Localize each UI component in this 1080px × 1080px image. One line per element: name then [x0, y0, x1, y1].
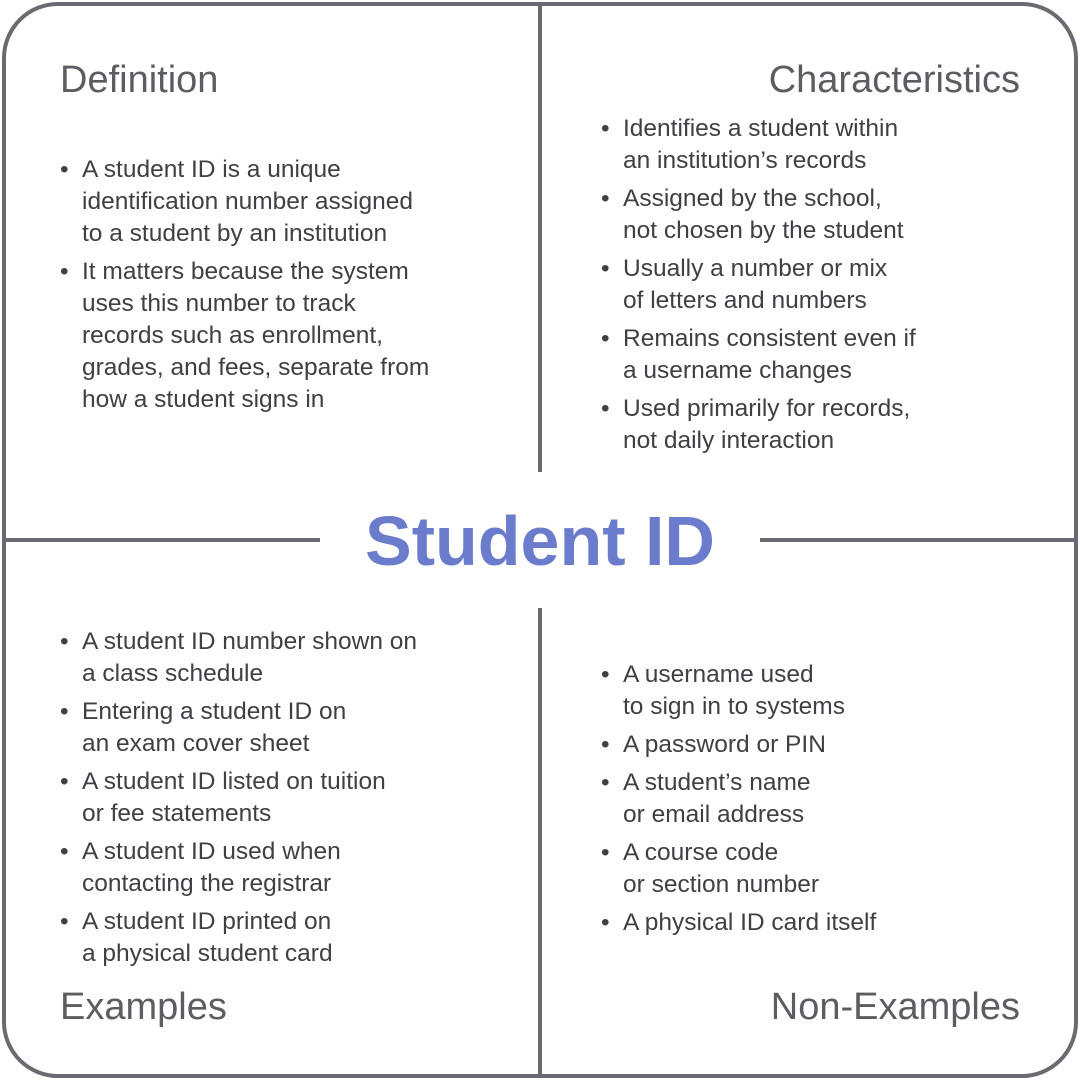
list-item-text: A physical ID card itself: [623, 909, 877, 936]
list-item: [60, 256, 500, 416]
examples-heading: Examples: [60, 986, 227, 1028]
list-item-text: A student ID printed on a physical student card: [82, 908, 333, 967]
list-item-text: A student’s name or email address: [623, 769, 811, 828]
characteristics-heading: Characteristics: [768, 59, 1020, 101]
list-item: [60, 154, 500, 250]
bullet-icon: •: [601, 731, 610, 758]
bullet-icon: •: [601, 395, 610, 422]
list-item: [601, 183, 1021, 247]
bullet-icon: •: [601, 185, 610, 212]
list-item-text: A username used to sign in to systems: [623, 661, 845, 720]
list-item-text: A course code or section number: [623, 839, 820, 898]
list-item: [601, 837, 1021, 901]
list-item: [601, 393, 1021, 457]
list-item: [60, 836, 500, 900]
list-item-text: A student ID listed on tuition or fee statements: [82, 768, 386, 827]
bullet-icon: •: [601, 769, 610, 796]
bullet-icon: •: [60, 156, 69, 183]
list-item: [601, 729, 1021, 761]
list-item: [601, 767, 1021, 831]
non-examples-list: [601, 659, 1021, 945]
definition-list: [60, 154, 500, 422]
list-item-text: Usually a number or mix of letters and numbers: [623, 255, 888, 314]
list-item: [60, 696, 500, 760]
bullet-icon: •: [601, 839, 610, 866]
bullet-icon: •: [601, 325, 610, 352]
divider-vertical-bottom: [538, 608, 542, 1078]
bullet-icon: •: [60, 698, 69, 725]
list-item-text: Used primarily for records, not daily interaction: [623, 395, 911, 454]
divider-horizontal-left: [4, 538, 320, 542]
bullet-icon: •: [601, 255, 610, 282]
bullet-icon: •: [60, 838, 69, 865]
list-item-text: Entering a student ID on an exam cover sheet: [82, 698, 347, 757]
list-item-text: It matters because the system uses this number to track records such as enrollment, grades, and fees, separate from how a student signs in: [82, 258, 430, 413]
list-item: [60, 766, 500, 830]
list-item-text: A student ID is a unique identification number assigned to a student by an institution: [82, 156, 413, 247]
non-examples-heading: Non-Examples: [770, 986, 1020, 1028]
list-item-text: A password or PIN: [623, 731, 826, 758]
list-item-text: Remains consistent even if a username changes: [623, 325, 916, 384]
list-item: [601, 659, 1021, 723]
list-item-text: A student ID number shown on a class schedule: [82, 628, 418, 687]
bullet-icon: •: [601, 909, 610, 936]
bullet-icon: •: [601, 661, 610, 688]
bullet-icon: •: [60, 768, 69, 795]
list-item: [601, 907, 1021, 939]
divider-horizontal-right: [760, 538, 1076, 542]
divider-vertical-top: [538, 4, 542, 472]
bullet-icon: •: [60, 258, 69, 285]
bullet-icon: •: [60, 628, 69, 655]
definition-heading: Definition: [60, 59, 219, 101]
center-term: Student ID: [365, 502, 715, 580]
list-item-text: Assigned by the school, not chosen by the student: [623, 185, 904, 244]
list-item-text: Identifies a student within an institution’s records: [623, 115, 899, 174]
list-item: [601, 113, 1021, 177]
list-item: [60, 626, 500, 690]
bullet-icon: •: [60, 908, 69, 935]
list-item: [601, 323, 1021, 387]
list-item: [601, 253, 1021, 317]
list-item: [60, 906, 500, 970]
list-item-text: A student ID used when contacting the registrar: [82, 838, 341, 897]
examples-list: [60, 626, 500, 976]
characteristics-list: [601, 113, 1021, 463]
bullet-icon: •: [601, 115, 610, 142]
